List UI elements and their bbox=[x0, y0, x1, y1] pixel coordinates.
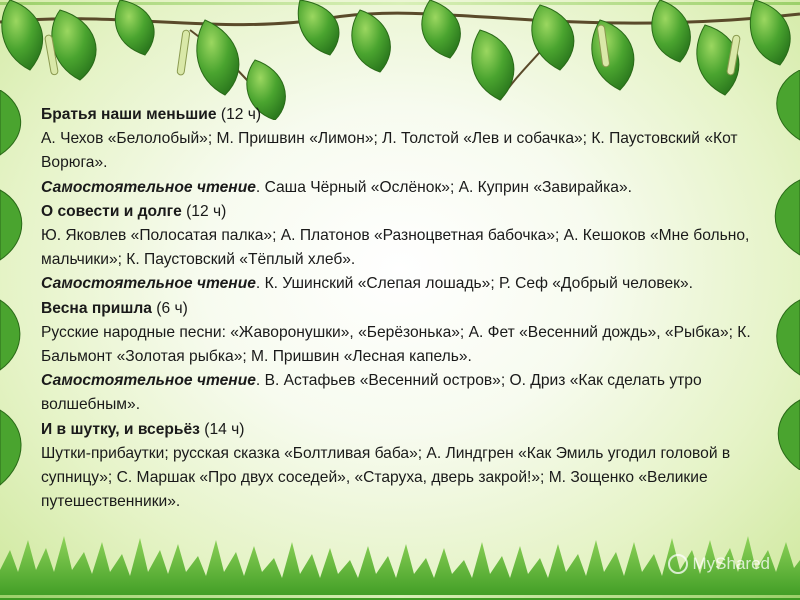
curriculum-text bbox=[41, 103, 776, 514]
section-title: И в шутку, и всерьёз bbox=[41, 420, 200, 438]
section-2-heading-line bbox=[41, 200, 776, 224]
section-hours: (6 ч) bbox=[151, 299, 188, 317]
section-works: А. Чехов «Белолобый»; М. Пришвин «Лимон»; Л. Толстой «Лев и собачка»; К. Паустовский «Кот Ворюга». bbox=[41, 130, 738, 172]
self-reading-label: Самостоятельное чтение bbox=[41, 275, 256, 293]
self-reading-label: Самостоятельное чтение bbox=[41, 178, 256, 196]
section-hours: (14 ч) bbox=[199, 420, 245, 438]
self-reading-label: Самостоятельное чтение bbox=[41, 372, 256, 390]
section-4-heading-line bbox=[41, 418, 776, 442]
self-reading-works: . В. Астафьев «Весенний остров»; О. Дриз «Как сделать утро волшебным». bbox=[41, 372, 702, 414]
self-reading-line bbox=[41, 272, 776, 296]
section-hours: (12 ч) bbox=[216, 106, 262, 123]
self-reading-line bbox=[41, 369, 776, 417]
bottom-border-line bbox=[0, 595, 800, 598]
section-1-heading-line bbox=[41, 103, 776, 127]
section-works: Ю. Яковлев «Полосатая палка»; А. Платонов «Разноцветная бабочка»; А. Кешоков «Мне больно, мальчики»; К. Паустовский «Тёплый хлеб». bbox=[41, 227, 750, 269]
myshared-logo-icon bbox=[668, 554, 688, 574]
section-title: Братья наши меньшие bbox=[41, 106, 217, 123]
section-hours: (12 ч) bbox=[181, 202, 227, 220]
birch-leaves-icon bbox=[0, 0, 800, 120]
section-title: Весна пришла bbox=[41, 299, 152, 317]
section-works: Шутки-прибаутки; русская сказка «Болтливая баба»; А. Линдгрен «Как Эмиль угодил головой в супницу»; С. Маршак «Про двух соседей», «Старуха, дверь закрой!»; М. Зощенко «Великие путешественники». bbox=[41, 444, 731, 511]
watermark-text: MyShared bbox=[692, 554, 770, 573]
section-works: Русские народные песни: «Жаворонушки», «Берёзонька»; А. Фет «Весенний дождь», «Рыбка»; К. Бальмонт «Золотая рыбка»; М. Пришвин «Лесная капель». bbox=[41, 323, 751, 366]
self-reading-works: . Саша Чёрный «Ослёнок»; А. Куприн «Завирайка». bbox=[255, 178, 632, 196]
self-reading-line bbox=[41, 176, 776, 200]
birch-leaves-left-icon bbox=[0, 90, 36, 510]
section-3-heading-line bbox=[41, 297, 776, 321]
myshared-watermark bbox=[668, 554, 770, 574]
self-reading-works: . К. Ушинский «Слепая лошадь»; Р. Сеф «Добрый человек». bbox=[255, 275, 694, 293]
section-title: О совести и долге bbox=[41, 202, 182, 220]
